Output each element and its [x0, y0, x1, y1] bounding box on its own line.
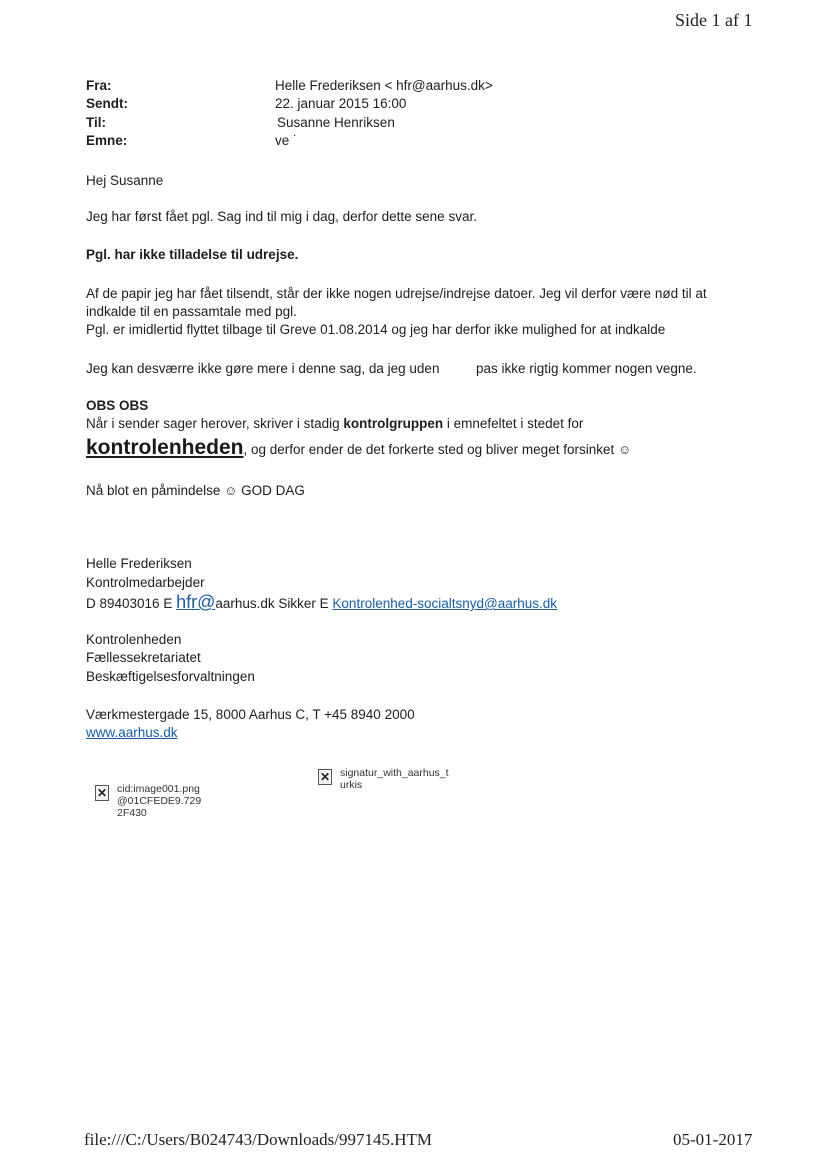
reminder-line: [86, 481, 305, 500]
signature-title: Kontrolmedarbejder: [86, 575, 205, 590]
broken-image-icon: ✕: [96, 786, 108, 800]
subject-label: Emne:: [86, 133, 128, 148]
broken-image-icon: ✕: [319, 770, 331, 784]
signature-unit: Kontrolenheden: [86, 632, 182, 647]
signature-secure-label: Sikker E: [274, 596, 333, 611]
paragraph-4-part-1: Jeg kan desværre ikke gøre mere i denne sag, da jeg uden: [86, 361, 440, 376]
obs-title: OBS OBS: [86, 398, 149, 413]
paragraph-3-line-1: Af de papir jeg har fået tilsendt, står der ikke nogen udrejse/indrejse datoer. Jeg vil derfor være nød til at: [86, 286, 707, 301]
smiley-icon: ☺: [224, 483, 238, 498]
paragraph-2-bold: Pgl. har ikke tilladelse til udrejse.: [86, 247, 299, 262]
obs-line-1-end: i emnefeltet i stedet for: [443, 416, 584, 431]
image-placeholder-2-text: [340, 767, 449, 791]
paragraph-3-line-2: indkalde til en passamtale med pgl.: [86, 304, 297, 319]
from-value: Helle Frederiksen < hfr@aarhus.dk>: [275, 78, 493, 93]
secure-email-link[interactable]: Kontrolenhed-socialtsnyd@aarhus.dk: [332, 596, 558, 611]
signature-name: Helle Frederiksen: [86, 556, 192, 571]
to-value: Susanne Henriksen: [277, 115, 395, 130]
sent-label: Sendt:: [86, 96, 128, 111]
signature-admin: Beskæftigelsesforvaltningen: [86, 669, 255, 684]
sent-value: 22. januar 2015 16:00: [275, 96, 407, 111]
signature-email-domain: aarhus.dk: [215, 596, 275, 611]
paragraph-1: Jeg har først fået pgl. Sag ind til mig i dag, derfor dette sene svar.: [86, 209, 477, 224]
from-label: Fra:: [86, 78, 112, 93]
obs-keyword-kontrolgruppen: kontrolgruppen: [343, 416, 444, 431]
image-1-line-2: @01CFEDE9.729: [117, 795, 202, 807]
image-1-line-3: 2F430: [117, 807, 147, 819]
paragraph-3-line-3: Pgl. er imidlertid flyttet tilbage til Greve 01.08.2014 og jeg har derfor ikke mulighed for at indkalde: [86, 322, 666, 337]
signature-contact-line: [86, 591, 557, 615]
obs-line-1: [86, 414, 583, 433]
image-placeholder-2: [318, 767, 449, 791]
obs-line-1-start: Når i sender sager herover, skriver i stadig: [86, 416, 344, 431]
footer-file-path: file:///C:/Users/B024743/Downloads/997145.HTM: [84, 1130, 433, 1149]
page-number-label: Side 1 af 1: [675, 10, 753, 30]
signature-email-user-link[interactable]: hfr@: [176, 592, 216, 612]
reminder-start: Nå blot en påmindelse: [86, 483, 221, 498]
subject-value: ve ˙: [275, 133, 298, 148]
footer-date: 05-01-2017: [673, 1130, 753, 1149]
image-placeholder-1: [95, 783, 201, 819]
image-placeholder-1-text: [117, 783, 201, 819]
greeting: Hej Susanne: [86, 173, 164, 188]
website-link[interactable]: www.aarhus.dk: [86, 725, 178, 740]
to-label: Til:: [86, 115, 106, 130]
smiley-icon: ☺: [617, 442, 632, 457]
signature-phone: D 89403016 E: [86, 596, 177, 611]
obs-keyword-kontrolenheden: kontrolenheden: [86, 436, 244, 459]
image-2-line-2: urkis: [340, 779, 363, 791]
signature-dept: Fællessekretariatet: [86, 650, 201, 665]
image-1-line-1: cid:image001.png: [117, 783, 200, 795]
reminder-end: GOD DAG: [241, 483, 305, 498]
signature-address: Værkmestergade 15, 8000 Aarhus C, T +45 8940 2000: [86, 707, 415, 722]
obs-line-2: [86, 436, 631, 462]
image-2-line-1: signatur_with_aarhus_t: [340, 767, 449, 779]
paragraph-4-part-2: pas ikke rigtig kommer nogen vegne.: [476, 361, 697, 376]
obs-line-2-rest: , og derfor ender de det forkerte sted og bliver meget forsinket: [243, 442, 615, 457]
